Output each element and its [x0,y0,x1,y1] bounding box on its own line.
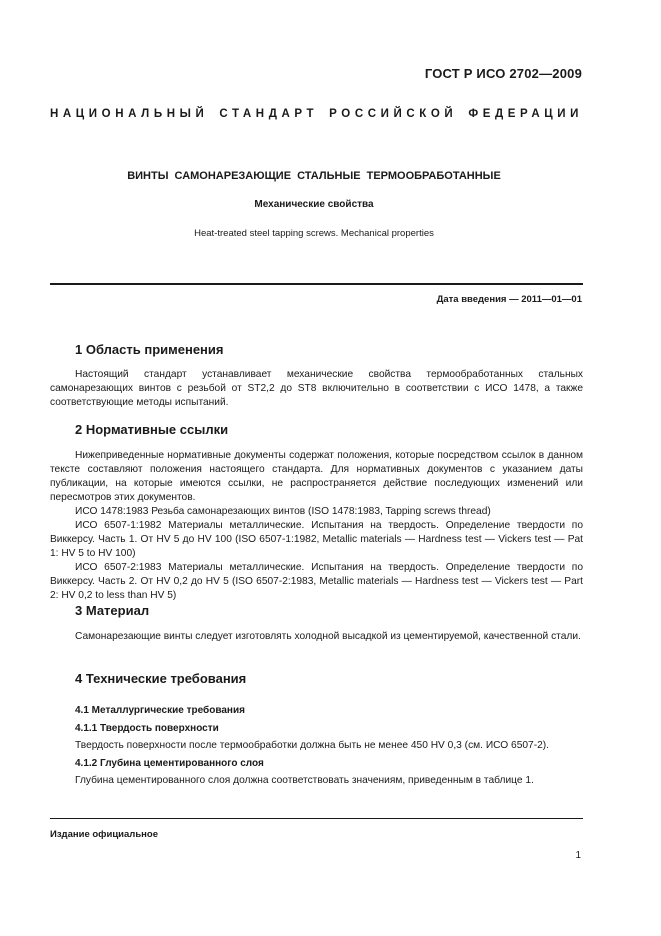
banner-word: ФЕДЕРАЦИИ [468,108,583,120]
section-2-text: Нижеприведенные нормативные документы содержат положения, которые посредством ссылок в данном тексте составляют положения настоящего стандарта. Для нормативных документов с указанием даты публикации, на которые имеются ссылки, не распространяется действие последующих изменений или пересмотров этих документов. [50,450,583,503]
section-1-text: Настоящий стандарт устанавливает механические свойства термообработанных стальных самонарезающих винтов с резьбой от ST2,2 до ST8 включительно в соответствии с ИСО 1478, а также соответствующие методы испытаний. [50,369,583,408]
subsection-4-1-2-heading: 4.1.2 Глубина цементированного слоя [75,758,264,769]
banner-word: РОССИЙСКОЙ [329,108,458,120]
document-subtitle: Механические свойства [254,199,374,210]
national-standard-banner [50,108,583,120]
subsection-4-1-2-text: Глубина цементированного слоя должна соответствовать значениям, приведенным в таблице 1. [75,775,534,786]
section-3-heading: 3 Материал [75,603,150,618]
section-1-body [50,368,583,410]
section-1-heading: 1 Область применения [75,342,224,357]
footer-divider [50,818,583,819]
standard-code: ГОСТ Р ИСО 2702—2009 [424,66,582,81]
document-title: ВИНТЫ САМОНАРЕЗАЮЩИЕ СТАЛЬНЫЕ ТЕРМООБРАБОТАННЫЕ [127,170,501,182]
subsection-4-1-1-heading: 4.1.1 Твердость поверхности [75,723,219,734]
reference-iso-6507-1: ИСО 6507-1:1982 Материалы металлические. Испытания на твердость. Определение твердости по Виккерсу. Часть 1. От HV 5 до HV 100 (ISO 6507-1:1982, Metallic materials — Hardness test — Vickers test — Pat 1: HV 5 to HV 100) [50,520,583,559]
section-2-heading: 2 Нормативные ссылки [75,422,229,437]
section-2-body [50,449,583,603]
section-3-text: Самонарезающие винты следует изготовлять холодной высадкой из цементируемой, качественной стали. [75,631,581,642]
banner-word: НАЦИОНАЛЬНЫЙ [50,108,209,120]
reference-iso-6507-2: ИСО 6507-2:1983 Материалы металлические. Испытания на твердость. Определение твердости по Виккерсу. Часть 2. От HV 0,2 до HV 5 (ISO 6507-2:1983, Metallic materials — Hardness test — Vickers test — Part 2: HV 0,2 to less than HV 5) [50,562,583,601]
date-of-introduction: Дата введения — 2011—01—01 [436,294,582,305]
reference-iso-1478: ИСО 1478:1983 Резьба самонарезающих винтов (ISO 1478:1983, Tapping screws thread) [75,506,491,517]
subsection-4-1-heading: 4.1 Металлургические требования [75,705,245,716]
official-edition-note: Издание официальное [50,829,158,840]
subsection-4-1-1-body [50,739,583,753]
page-number: 1 [575,850,581,861]
subsection-4-1-1-text: Твердость поверхности после термообработки должна быть не менее 450 HV 0,3 (см. ИСО 6507-2). [75,740,549,751]
banner-word: СТАНДАРТ [219,108,319,120]
subsection-4-1-2-body [50,774,583,788]
header-divider [50,283,583,285]
section-4-heading: 4 Технические требования [75,671,247,686]
english-title: Heat-treated steel tapping screws. Mechanical properties [194,228,434,239]
section-3-body [50,630,583,644]
